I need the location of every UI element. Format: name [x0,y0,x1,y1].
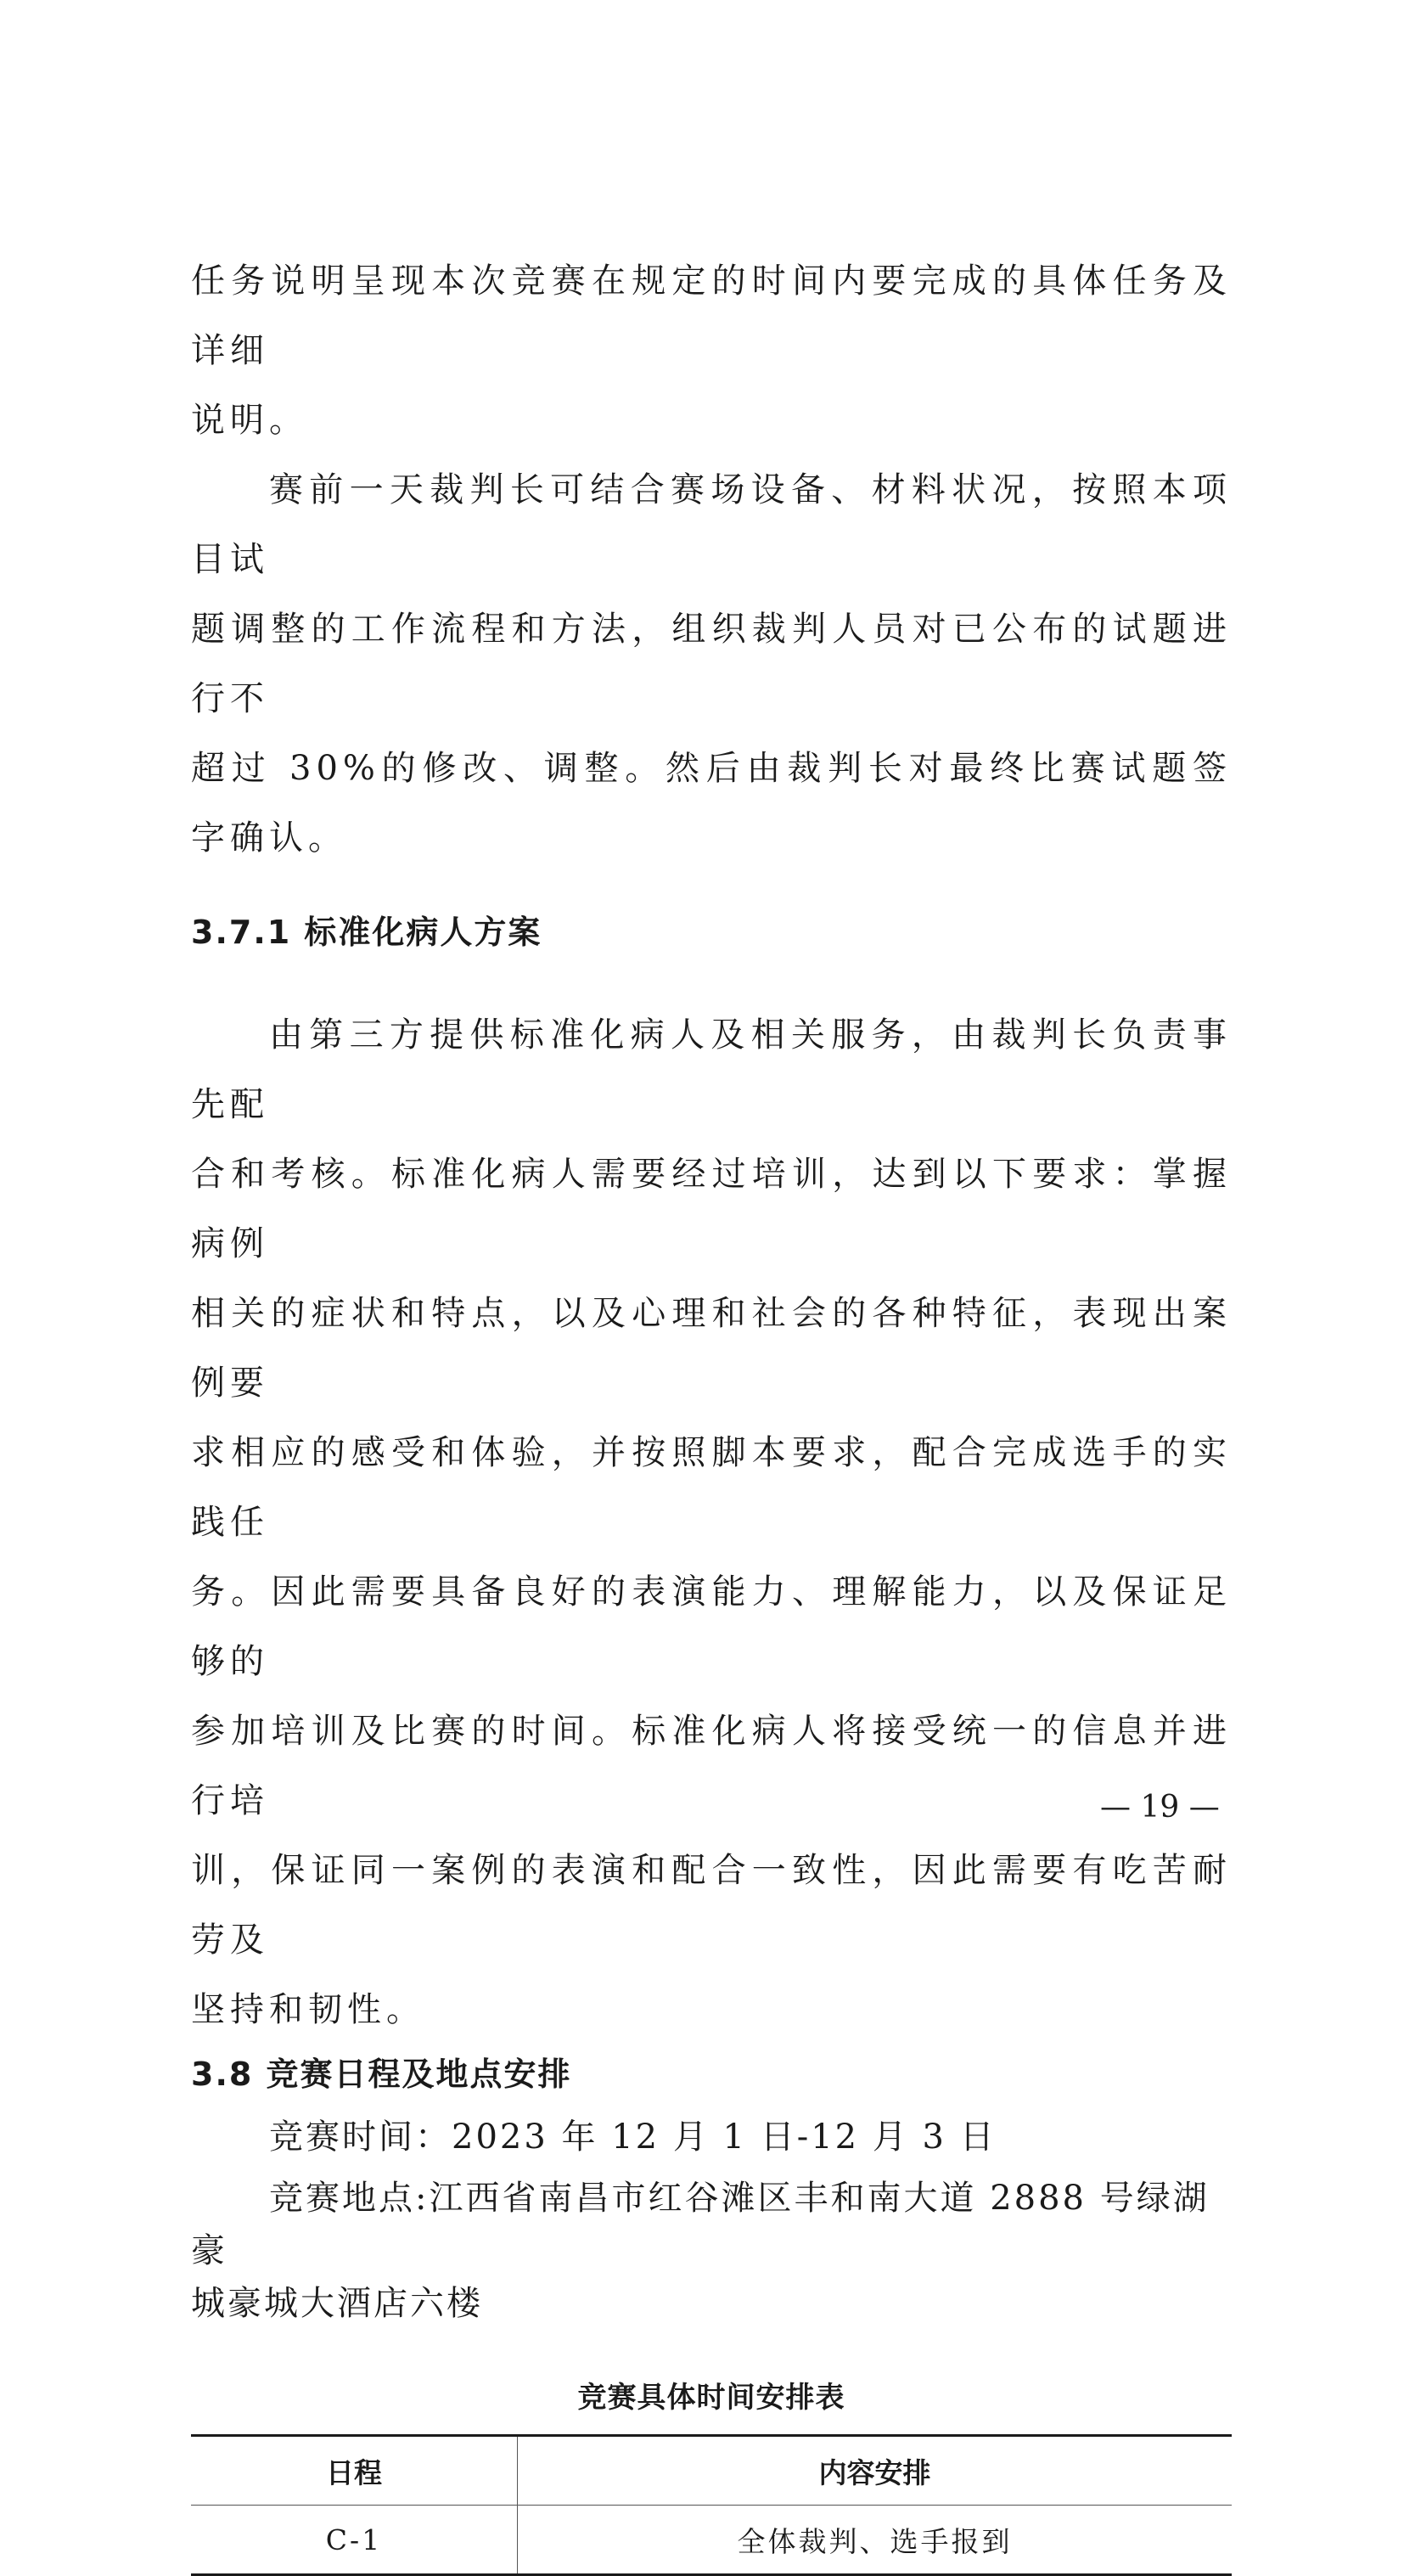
competition-time: 竞赛时间：2023 年 12 月 1 日-12 月 3 日 [269,2118,997,2157]
document-page [191,246,1232,2576]
table-row [191,2506,1232,2575]
text-line: 相关的症状和特点，以及心理和社会的各种特征，表现出案例要 [191,1294,1232,1403]
standardized-patient-paragraph [191,1000,1232,2044]
text-line: 竞赛地点:江西省南昌市红谷滩区丰和南大道 2888 号绿湖豪 [191,2179,1210,2270]
text-line: 参加培训及比赛的时间。标准化病人将接受统一的信息并进行培 [191,1712,1232,1820]
text-line: 超过 30%的修改、调整。然后由裁判长对最终比赛试题签字确认。 [191,749,1232,858]
text-line: 任务说明呈现本次竞赛在规定的时间内要完成的具体任务及详细 [191,262,1232,370]
text-line: 说明。 [191,401,308,440]
table-title: 竞赛具体时间安排表 [577,2381,845,2415]
text-line: 求相应的感受和体验，并按照脚本要求，配合完成选手的实践任 [191,1433,1232,1542]
text-line: 坚持和韧性。 [191,1990,425,2029]
section-heading-3-7-1: 3.7.1 标准化病人方案 [191,914,542,951]
text-line: 由第三方提供标准化病人及相关服务，由裁判长负责事先配 [191,1015,1232,1124]
text-line: 合和考核。标准化病人需要经过培训，达到以下要求：掌握病例 [191,1155,1232,1263]
column-header-content: 内容安排 [518,2436,1233,2506]
table-cell-content: 全体裁判、选手报到 [737,2524,1013,2558]
intro-paragraph [191,246,1232,455]
section-heading-3-8: 3.8 竞赛日程及地点安排 [191,2056,572,2093]
competition-venue [191,2172,1232,2330]
text-line: 务。因此需要具备良好的表演能力、理解能力，以及保证足够的 [191,1572,1232,1681]
adjustment-paragraph [191,455,1232,873]
text-line: 赛前一天裁判长可结合赛场设备、材料状况，按照本项目试 [191,470,1232,579]
page-number: — 19 — [1100,1790,1220,1825]
schedule-table [191,2434,1232,2576]
table-header-row [191,2436,1232,2506]
text-line: 城豪城大酒店六楼 [191,2284,483,2323]
column-header-schedule: 日程 [191,2436,518,2506]
text-line: 题调整的工作流程和方法，组织裁判人员对已公布的试题进行不 [191,610,1232,718]
table-cell-day: C-1 [191,2506,518,2575]
text-line: 训，保证同一案例的表演和配合一致性，因此需要有吃苦耐劳及 [191,1851,1232,1960]
